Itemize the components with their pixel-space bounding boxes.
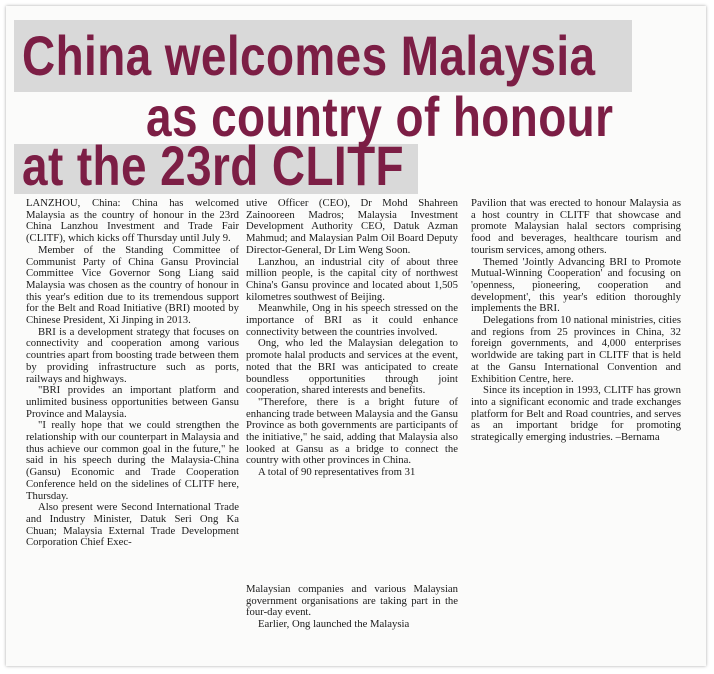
paragraph: Themed 'Jointly Advancing BRI to Promote Mutual-Winning Cooperation' and focusing on 'openness, pioneering, cooperation and development', this year's edition thoroughly implements the BRI. (471, 255, 681, 315)
paragraph: Ong, who led the Malaysian delegation to promote halal products and services at the event, noted that the BRI was anticipated to create boundless opportunities through joint cooperation, shared interests and benefits. (246, 337, 458, 397)
headline-line-2: as country of honour (146, 85, 614, 148)
paragraph: Earlier, Ong launched the Malaysia (258, 618, 410, 631)
article-column-2 (246, 198, 458, 479)
paragraph: utive Officer (CEO), Dr Mohd Shahreen Zainooreen Madros; Malaysia Investment Development Authority CEO, Datuk Azman Mahmud; and Malaysian Palm Oil Board Deputy Director-General, Dr Lim Weng Soon. (246, 197, 458, 256)
article-column-3 (471, 198, 681, 444)
paragraph: Lanzhou, an industrial city of about three million people, is the capital city of northwest China's Gansu province and located about 1,505 kilometres southwest of Beijing. (246, 255, 458, 303)
paragraph: A total of 90 representatives from 31 (258, 466, 416, 479)
paragraph: Also present were Second International Trade and Industry Minister, Datuk Seri Ong Ka Chuan; Malaysia External Trade Development Corporation Chief Exec- (26, 501, 239, 549)
paragraph: Since its inception in 1993, CLITF has grown into a significant economic and trade exchanges platform for Belt and Road countries, and serves as an important bridge for promoting strategically emerging industries. –Bernama (471, 384, 681, 444)
paragraph: Meanwhile, Ong in his speech stressed on the importance of BRI as it could enhance connectivity between the countries involved. (246, 302, 458, 338)
headline-line-1: China welcomes Malaysia (22, 24, 596, 87)
paragraph: Pavilion that was erected to honour Malaysia as a host country in CLITF that showcase and promote Malaysian halal sectors comprising food and beverages, healthcare tourism and tourism services, among others. (471, 197, 681, 256)
article-column-1 (26, 198, 239, 549)
paragraph: LANZHOU, China: China has welcomed Malaysia as the country of honour in the 23rd China Lanzhou Investment and Trade Fair (CLITF), which kicks off Thursday until July 9. (26, 197, 239, 245)
paragraph: Member of the Standing Committee of Communist Party of China Gansu Provincial Committee Vice Governor Song Liang said Malaysia was chosen as the country of honour in this year's edition due to its tremendous support for the Belt and Road Initiative (BRI) mooted by Chinese President, Xi Jinping in 2013. (26, 243, 239, 327)
paragraph: "I really hope that we could strengthen the relationship with our counterpart in Malaysia and thus achieve our common goal in the future," he said in his speech during the Malaysia-China (Gansu) Economic and Trade Cooperation Conference held on the sidelines of CLITF here, Thursday. (26, 419, 239, 502)
article-column-2-continued (246, 584, 458, 631)
paragraph: BRI is a development strategy that focuses on connectivity and cooperation among various countries apart from boosting trade between them by providing infrastructure such as ports, railways and highways. (26, 325, 239, 385)
paragraph: Malaysian companies and various Malaysian government organisations are taking part in the four-day event. (246, 583, 458, 619)
paragraph: "Therefore, there is a bright future of enhancing trade between Malaysia and the Gansu Province as both governments are participants of the initiative," he said, adding that Malaysia also looked at Gansu as a bridge to connect the country with other provinces in China. (246, 395, 458, 467)
headline-line-3: at the 23rd CLITF (22, 134, 405, 197)
paragraph: Delegations from 10 national ministries, cities and regions from 25 provinces in China, 32 foreign governments, and 4,000 enterprises worldwide are taking part in CLITF that is held at the Gansu International Convention and Exhibition Centre, here. (471, 314, 681, 385)
paragraph: "BRI provides an important platform and unlimited business opportunities between Gansu Province and Malaysia. (26, 384, 239, 420)
